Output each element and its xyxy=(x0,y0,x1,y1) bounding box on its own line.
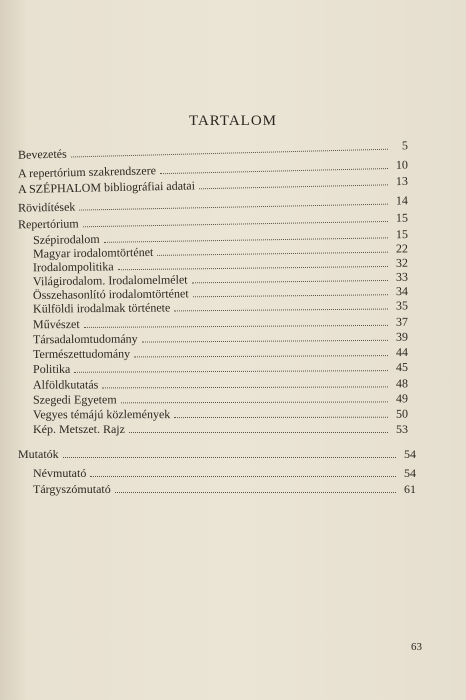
toc-page-number: 53 xyxy=(396,422,408,436)
toc-page-number: 50 xyxy=(395,406,409,421)
toc-label: Világirodalom. Irodalomelmélet xyxy=(32,272,188,289)
toc-entry-szegedi-egyetem xyxy=(33,391,408,407)
toc-entry-politika xyxy=(33,360,408,377)
toc-label: Politika xyxy=(32,361,71,376)
toc-page-number: 35 xyxy=(395,298,409,313)
toc-label: Szegedi Egyetem xyxy=(32,392,117,407)
toc-label: A repertórium szakrendszere xyxy=(17,163,157,181)
toc-label: Kép. Metszet. Rajz xyxy=(33,422,125,436)
toc-label: Magyar irodalomtörténet xyxy=(32,244,154,261)
page-title: TARTALOM xyxy=(188,113,278,129)
toc-label: Mutatók xyxy=(18,447,59,461)
toc-label: Külföldi irodalmak története xyxy=(32,300,171,316)
toc-leader-dots xyxy=(160,159,388,174)
toc-page-number: 61 xyxy=(404,482,416,496)
toc-leader-dots xyxy=(63,448,396,458)
toc-entry-targyszomutato xyxy=(33,482,416,497)
toc-label: Bevezetés xyxy=(17,146,67,162)
toc-leader-dots xyxy=(102,377,388,388)
toc-label: Alföldkutatás xyxy=(32,377,99,392)
toc-page-number: 13 xyxy=(395,173,409,189)
toc-leader-dots xyxy=(79,195,388,211)
toc-page-number: 5 xyxy=(401,138,409,153)
toc-label: Társadalomtudomány xyxy=(32,331,138,347)
toc-label: Vegyes témájú közlemények xyxy=(32,407,171,422)
toc-leader-dots xyxy=(83,212,388,227)
toc-page-number: 15 xyxy=(395,227,409,242)
toc-page-number: 10 xyxy=(395,157,409,172)
toc-label: Művészet xyxy=(32,316,80,332)
toc-entry-vegyes-temaju xyxy=(33,407,408,423)
toc-page-number: 37 xyxy=(395,314,409,329)
toc-leader-dots xyxy=(199,175,388,189)
toc-leader-dots xyxy=(193,285,388,297)
toc-page-number: 34 xyxy=(395,284,409,299)
toc-leader-dots xyxy=(104,228,388,242)
toc-label: Szépirodalom xyxy=(32,231,100,247)
toc-page-number: 39 xyxy=(395,329,409,344)
toc-label: Természettudomány xyxy=(32,346,131,361)
toc-page-number: 54 xyxy=(404,466,416,480)
toc-leader-dots xyxy=(192,271,389,283)
toc-page-number: 33 xyxy=(395,269,409,284)
toc-leader-dots xyxy=(121,392,388,403)
toc-label: Névmutató xyxy=(33,466,87,480)
toc-entry-nevmutato xyxy=(33,466,416,481)
toc-page-number: 45 xyxy=(395,360,409,375)
toc-leader-dots xyxy=(71,140,389,158)
toc-entry-kep-metszet-rajz xyxy=(33,422,408,437)
toc-page-number: 32 xyxy=(395,255,409,270)
toc-leader-dots xyxy=(157,243,388,256)
toc-page-number: 15 xyxy=(395,210,409,225)
toc-label: A SZÉPHALOM bibliográfiai adatai xyxy=(17,178,196,197)
toc-leader-dots xyxy=(74,361,388,373)
toc-page-number: 22 xyxy=(395,241,409,256)
toc-label: Összehasonlító irodalomtörténet xyxy=(32,286,189,302)
toc-page-number: 14 xyxy=(395,193,409,208)
toc-leader-dots xyxy=(115,483,396,493)
page-number: 63 xyxy=(411,641,422,653)
toc-leader-dots xyxy=(118,257,388,270)
toc-entry-alfoldkutatas xyxy=(33,376,408,392)
toc-leader-dots xyxy=(174,408,388,418)
toc-leader-dots xyxy=(134,346,388,357)
toc-page-number: 54 xyxy=(404,447,416,461)
toc-entry-kulfoldi-irodalmak xyxy=(33,298,408,316)
toc-page-number: 48 xyxy=(395,376,409,391)
toc-entry-mutatok xyxy=(18,447,416,462)
toc-leader-dots xyxy=(174,300,388,312)
toc-label: Irodalompolitika xyxy=(32,259,114,275)
toc-label: Rövidítések xyxy=(17,199,76,215)
toc-leader-dots xyxy=(142,331,388,343)
toc-leader-dots xyxy=(84,316,388,328)
toc-label: Tárgyszómutató xyxy=(33,482,111,496)
toc-page-number: 44 xyxy=(395,345,409,360)
toc-label: Repertórium xyxy=(17,216,79,232)
toc-leader-dots xyxy=(129,423,388,433)
toc-page-number: 49 xyxy=(395,391,409,406)
toc-leader-dots xyxy=(90,467,396,477)
